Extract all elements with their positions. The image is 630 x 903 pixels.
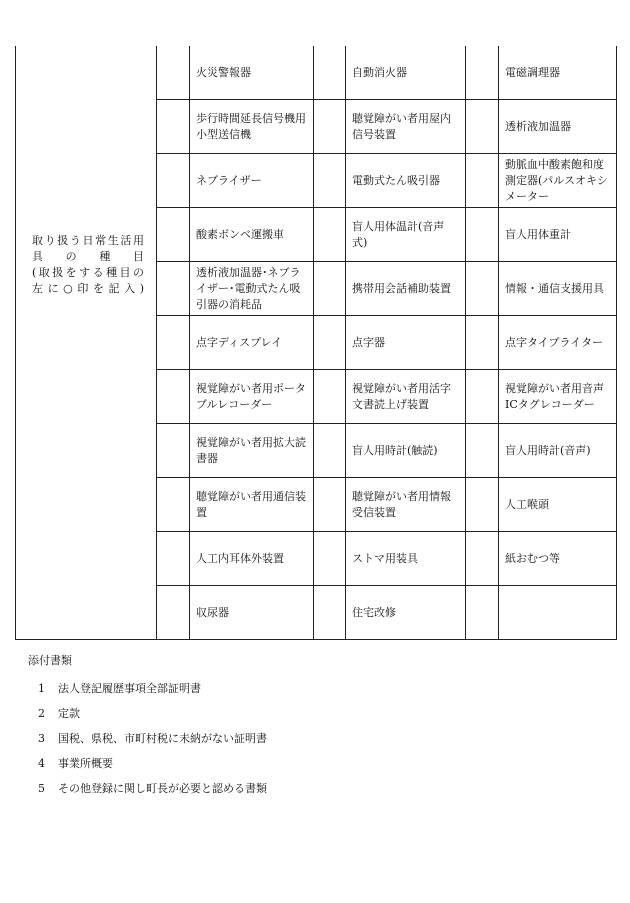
mark-cell[interactable] (157, 154, 190, 208)
attachment-item-4: 4 事業所概要 (38, 757, 113, 770)
mark-cell[interactable] (466, 316, 499, 370)
item-label: 携帯用会話補助装置 (346, 262, 466, 316)
mark-cell[interactable] (466, 208, 499, 262)
mark-cell[interactable] (466, 532, 499, 586)
attachment-item-2: 2 定款 (38, 707, 80, 720)
item-label: 聴覚障がい者用情報受信装置 (346, 478, 466, 532)
equipment-row (16, 46, 617, 100)
item-label: 電動式たん吸引器 (346, 154, 466, 208)
mark-cell[interactable] (157, 478, 190, 532)
mark-cell[interactable] (157, 262, 190, 316)
item-label: 住宅改修 (346, 586, 466, 640)
mark-cell[interactable] (157, 100, 190, 154)
item-label (499, 586, 617, 640)
mark-cell[interactable] (314, 424, 346, 478)
mark-cell[interactable] (157, 424, 190, 478)
mark-cell[interactable] (157, 532, 190, 586)
row-header (16, 46, 157, 640)
mark-cell[interactable] (314, 46, 346, 100)
mark-cell[interactable] (466, 424, 499, 478)
equipment-table (15, 46, 617, 640)
mark-cell[interactable] (157, 208, 190, 262)
mark-cell[interactable] (314, 154, 346, 208)
row-header-line: (取扱をする種目の (32, 265, 144, 279)
mark-cell[interactable] (314, 478, 346, 532)
mark-cell[interactable] (314, 100, 346, 154)
item-label: ストマ用装具 (346, 532, 466, 586)
item-label: 点字ディスプレイ (190, 316, 314, 370)
attachments-title: 添付書類 (28, 654, 72, 667)
attachment-item-3: 3 国税、県税、市町村税に未納がない証明書 (38, 732, 267, 745)
item-label: 透析液加温器 (499, 100, 617, 154)
item-label: 視覚障がい者用拡大読書器 (190, 424, 314, 478)
item-label: 点字器 (346, 316, 466, 370)
row-header-line: 具 の 種 目 (32, 249, 144, 263)
mark-cell[interactable] (157, 370, 190, 424)
item-label: 盲人用体重計 (499, 208, 617, 262)
item-label: 透析液加温器･ネブライザー･電動式たん吸引器の消耗品 (190, 262, 314, 316)
item-label: 人工内耳体外装置 (190, 532, 314, 586)
mark-cell[interactable] (466, 154, 499, 208)
mark-cell[interactable] (157, 316, 190, 370)
item-label: ネブライザー (190, 154, 314, 208)
attachments-section (28, 652, 267, 795)
item-label: 歩行時間延長信号機用小型送信機 (190, 100, 314, 154)
mark-cell[interactable] (314, 208, 346, 262)
item-label: 盲人用体温計(音声式) (346, 208, 466, 262)
item-label: 聴覚障がい者用屋内信号装置 (346, 100, 466, 154)
mark-cell[interactable] (314, 586, 346, 640)
mark-cell[interactable] (314, 370, 346, 424)
attachment-item-1: 1 法人登記履歴事項全部証明書 (38, 682, 201, 695)
item-label: 電磁調理器 (499, 46, 617, 100)
mark-cell[interactable] (314, 262, 346, 316)
item-label: 火災警報器 (190, 46, 314, 100)
mark-cell[interactable] (466, 262, 499, 316)
mark-cell[interactable] (466, 370, 499, 424)
item-label: 自動消火器 (346, 46, 466, 100)
mark-cell[interactable] (157, 46, 190, 100)
row-header-line: 左に○印を記入) (32, 281, 144, 295)
item-label: 視覚障がい者用音声ICタグレコーダー (499, 370, 617, 424)
item-label: 視覚障がい者用ポータブルレコーダー (190, 370, 314, 424)
item-label: 収尿器 (190, 586, 314, 640)
item-label: 盲人用時計(触読) (346, 424, 466, 478)
row-header-line: 取り扱う日常生活用 (32, 233, 144, 247)
item-label: 視覚障がい者用活字文書読上げ装置 (346, 370, 466, 424)
item-label: 人工喉頭 (499, 478, 617, 532)
item-label: 情報・通信支援用具 (499, 262, 617, 316)
item-label: 酸素ボンベ運搬車 (190, 208, 314, 262)
mark-cell[interactable] (466, 100, 499, 154)
mark-cell[interactable] (466, 478, 499, 532)
item-label: 紙おむつ等 (499, 532, 617, 586)
mark-cell[interactable] (466, 586, 499, 640)
mark-cell[interactable] (314, 532, 346, 586)
mark-cell[interactable] (157, 586, 190, 640)
item-label: 聴覚障がい者用通信装置 (190, 478, 314, 532)
attachment-item-5: 5 その他登録に関し町長が必要と認める書類 (38, 782, 267, 795)
item-label: 盲人用時計(音声) (499, 424, 617, 478)
mark-cell[interactable] (314, 316, 346, 370)
item-label: 動脈血中酸素飽和度測定器(パルスオキシメーター (499, 154, 617, 208)
item-label: 点字タイプライター (499, 316, 617, 370)
mark-cell[interactable] (466, 46, 499, 100)
